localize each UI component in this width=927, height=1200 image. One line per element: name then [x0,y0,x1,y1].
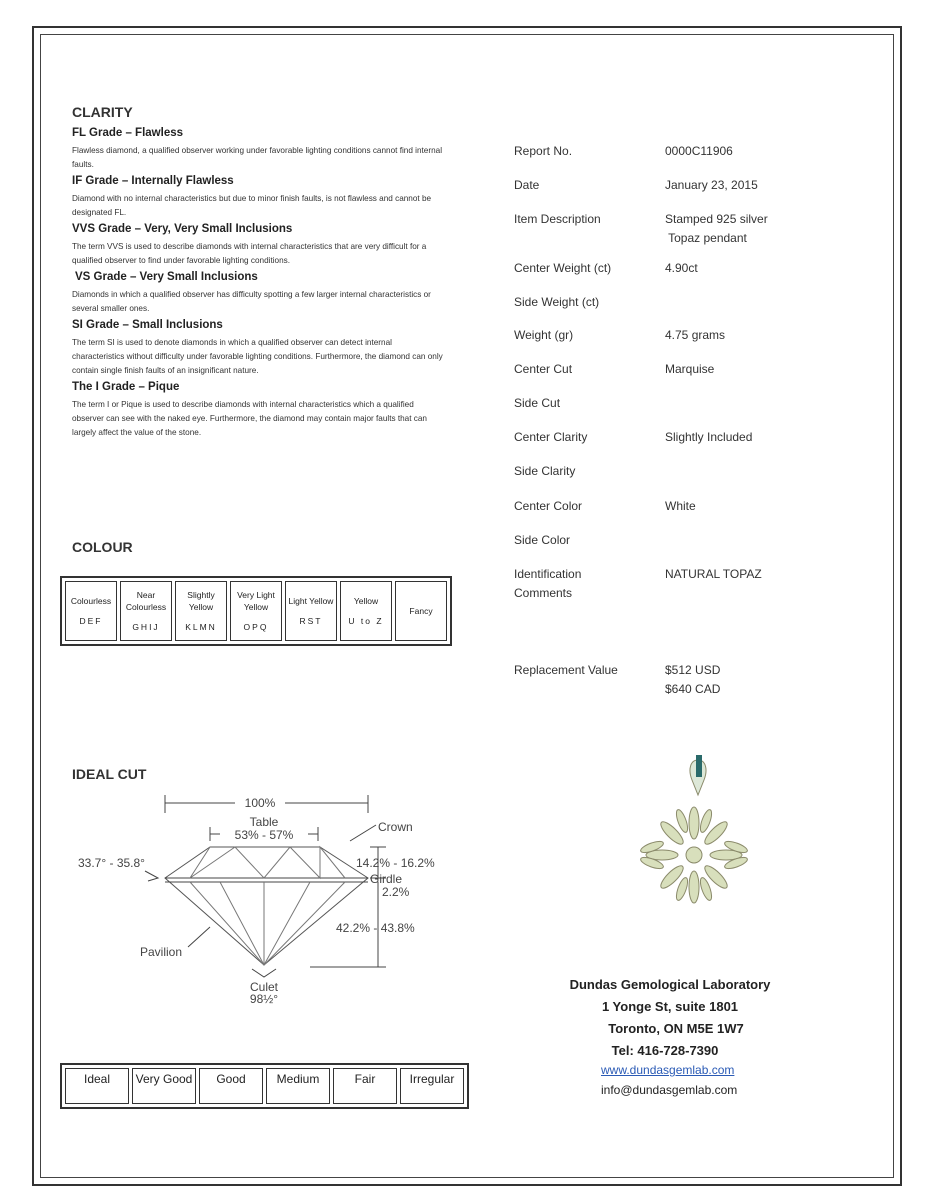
report-value: Stamped 925 silver Topaz pendant [665,212,768,245]
clarity-grade-if: IF Grade – Internally Flawless [72,175,234,187]
report-label: Report No. [514,144,573,158]
colour-cell-label: Very Light Yellow [237,590,275,612]
report-value: NATURAL TOPAZ [665,567,762,581]
clarity-title: CLARITY [72,104,133,120]
lab-website-link[interactable]: www.dundasgemlab.com [601,1063,735,1077]
report-label: Side Clarity [514,464,576,478]
cut-grade-cell: Irregular [400,1068,464,1104]
report-label: Side Cut [514,396,561,410]
lab-address-1: 1 Yonge St, suite 1801 [601,999,739,1014]
culet-angle: 98½° [249,992,279,1006]
culet-marker [252,969,276,977]
cut-grade-cell: Good [199,1068,263,1104]
colour-cell-label: Fancy [409,606,433,616]
crown-angle-label: 33.7° - 35.8° [78,856,145,870]
clarity-grade-i: The I Grade – Pique [72,381,180,393]
lab-address-2: Toronto, ON M5E 1W7 [608,1021,744,1036]
report-label: Side Weight (ct) [514,295,600,309]
crown-label: Crown [378,820,413,834]
cut-grade-cell: Ideal [65,1068,129,1104]
clarity-grade-vs: VS Grade – Very Small Inclusions [75,271,258,283]
colour-cell-letters: U to Z [348,616,384,626]
report-label: Date [514,178,540,192]
pavilion-facets-1 [190,882,345,965]
clarity-desc-if: Diamond with no internal characteristics but due to minor finish faults, is not flawless and cannot be designated FL. [72,194,432,217]
clarity-desc-si: The term SI is used to denote diamonds in which a qualified observer can detect internal characteristics without difficulty under favorable lighting conditions. Furthermore, the diamond can only contain single finish faults of an insignificant nature. [72,338,443,375]
colour-cell-label: Colourless [70,596,112,606]
report-value: White [665,499,696,513]
ideal-cut-title: IDEAL CUT [72,766,147,782]
width-label: 100% [244,796,276,810]
clarity-desc-i: The term I or Pique is used to describe diamonds with internal characteristics which a qualified observer can see with the naked eye. Furthermore, the diamond may contain major faults that can largely affect the value of the stone. [72,400,427,437]
topaz-pendant-image [628,755,758,925]
cut-grade-cell: Very Good [132,1068,196,1104]
diamond-cut-diagram [60,785,460,1015]
report-label: Center Clarity [514,430,588,444]
report-label: Side Color [514,533,571,547]
culet-label: Culet [249,980,279,994]
colour-cell [175,581,227,641]
clarity-grade-si: SI Grade – Small Inclusions [72,319,223,331]
clarity-desc-vvs: The term VVS is used to describe diamonds with internal characteristics that are very difficult for a qualified observer to find under favorable lighting conditions. [72,242,427,265]
colour-cell-letters: RST [299,616,323,626]
crown-angle-marker [145,871,158,881]
colour-scale-table [60,576,452,646]
colour-cell [340,581,392,641]
colour-cell-label: Yellow [353,596,379,606]
girdle-value: 2.2% [382,885,410,899]
report-label: Center Color [514,499,583,513]
colour-cell [395,581,447,641]
colour-cell-letters: DEF [79,616,103,626]
colour-cell [230,581,282,641]
colour-cell [285,581,337,641]
report-label: Replacement Value [514,663,618,677]
diamond-outline [165,847,368,965]
colour-cell-letters: KLMN [185,622,217,632]
pavilion-depth-label: 42.2% - 43.8% [336,921,415,935]
report-label: Identification Comments [514,567,582,600]
clarity-grade-fl: FL Grade – Flawless [72,127,184,139]
colour-cell [120,581,172,641]
crown-facets [190,847,345,878]
colour-cell-letters: OPQ [243,622,269,632]
report-label: Weight (gr) [514,328,574,342]
clarity-grade-vvs: VVS Grade – Very, Very Small Inclusions [72,223,293,235]
colour-cell-label: Near Colourless [125,590,167,612]
report-label: Center Weight (ct) [514,261,612,275]
report-value: 4.75 grams [665,328,726,342]
colour-cell-letters: GHIJ [132,622,160,632]
report-value: Slightly Included [665,430,753,444]
pavilion-facets-2 [220,882,310,965]
lab-name: Dundas Gemological Laboratory [569,977,771,992]
table-label: Table [249,815,279,829]
colour-cell-label: Slightly Yellow [187,590,215,612]
report-label: Item Description [514,212,601,226]
report-value: 4.90ct [665,261,698,275]
report-label: Center Cut [514,362,573,376]
report-value: Marquise [665,362,715,376]
crown-pointer [350,825,376,841]
report-value: 0000C11906 [665,144,733,158]
clarity-desc-vs: Diamonds in which a qualified observer has difficulty spotting a few larger internal characteristics or several smaller ones. [72,290,431,313]
cut-grade-table [60,1063,469,1109]
lab-telephone: Tel: 416-728-7390 [611,1043,719,1058]
report-value: $512 USD $640 CAD [665,663,721,696]
crown-height-label: 14.2% - 16.2% [356,856,435,870]
girdle-label: Girdle [370,872,403,886]
colour-title: COLOUR [72,539,133,555]
pavilion-pointer [188,927,210,947]
colour-cell [65,581,117,641]
cut-grade-cell: Fair [333,1068,397,1104]
table-range: 53% - 57% [234,828,294,842]
cut-grade-cell: Medium [266,1068,330,1104]
report-value: January 23, 2015 [665,178,758,192]
pavilion-label: Pavilion [140,945,183,959]
colour-cell-label: Light Yellow [288,596,334,606]
lab-email: info@dundasgemlab.com [601,1083,738,1097]
clarity-desc-fl: Flawless diamond, a qualified observer working under favorable lighting conditions cannot find internal faults. [72,146,443,169]
marquise-stones [639,807,748,903]
